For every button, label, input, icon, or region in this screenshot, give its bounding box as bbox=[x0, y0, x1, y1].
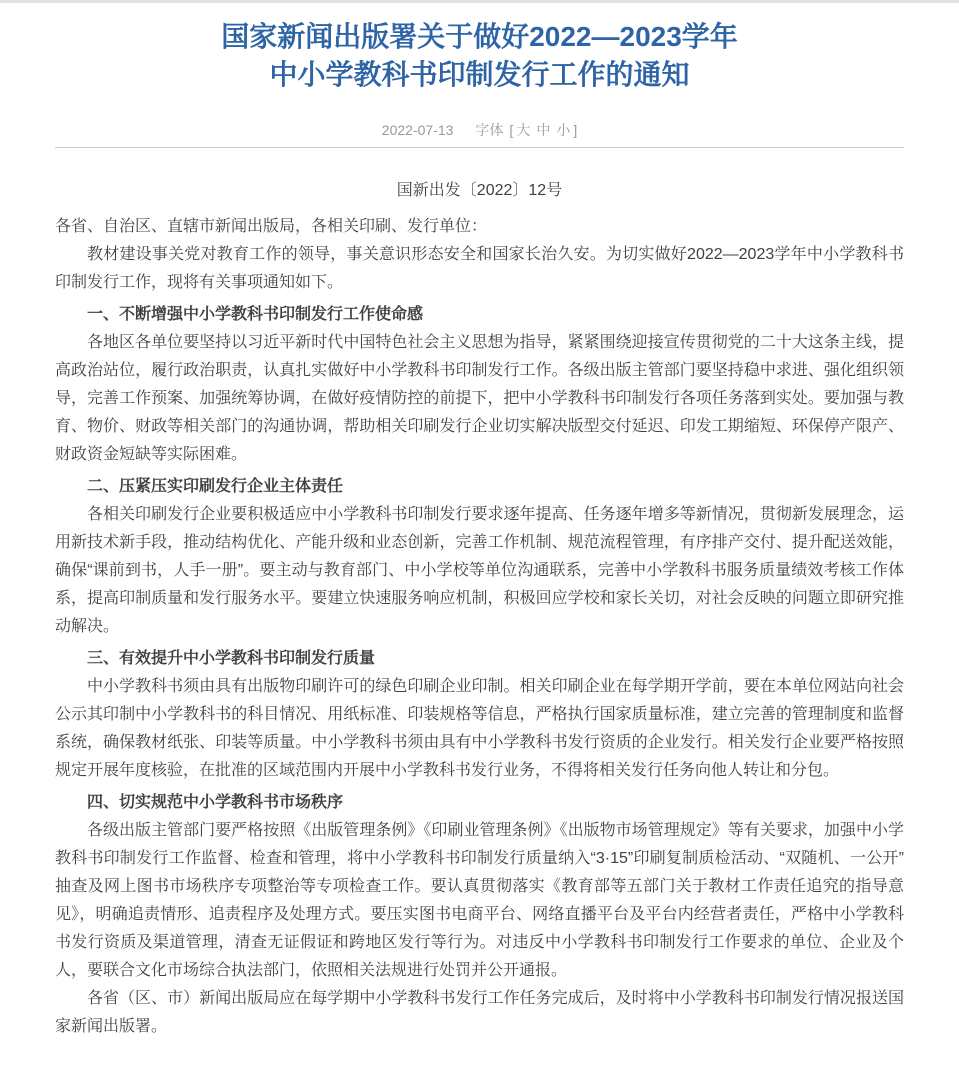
section-3-paragraph: 中小学教科书须由具有出版物印刷许可的绿色印刷企业印制。相关印刷企业在每学期开学前，要在本单位网站向社会公示其印制中小学教科书的科目情况、用纸标准、印装规格等信息，严格执行国家质量标准，建立完善的管理制度和监督系统，确保教材纸张、印装等质量。中小学教科书须由具有中小学教科书发行资质的企业发行。相关发行企业要严格按照规定开展年度核验，在批准的区域范围内开展中小学教科书发行业务，不得将相关发行任务向他人转让和分包。 bbox=[55, 678, 904, 779]
closing-paragraph: 各省（区、市）新闻出版局应在每学期中小学教科书发行工作任务完成后，及时将中小学教科书印制发行情况报送国家新闻出版署。 bbox=[55, 990, 904, 1035]
bottom-whitespace bbox=[55, 1041, 904, 1067]
document-number: 国新出发〔2022〕12号 bbox=[396, 182, 563, 199]
font-size-large-link[interactable]: 大 bbox=[516, 122, 531, 138]
publish-date: 2022-07-13 bbox=[381, 122, 454, 138]
page-title bbox=[55, 18, 904, 94]
document-body bbox=[55, 213, 904, 1041]
section-4-heading: 四、切实规范中小学教科书市场秩序 bbox=[87, 794, 344, 811]
meta-line bbox=[55, 122, 904, 138]
font-size-medium-link[interactable]: 中 bbox=[536, 122, 551, 138]
section-2-paragraph: 各相关印刷发行企业要积极适应中小学教科书印制发行要求逐年提高、任务逐年增多等新情况，贯彻新发展理念，运用新技术新手段，推动结构优化、产能升级和业态创新，完善工作机制、规范流程管理，有序排产交付、提升配送效能，确保“课前到书，人手一册”。要主动与教育部门、中小学校等单位沟通联系，完善中小学教科书服务质量绩效考核工作体系，提高印制质量和发行服务水平。要建立快速服务响应机制，积极回应学校和家长关切，对社会反映的问题立即研究推动解决。 bbox=[55, 506, 904, 635]
section-2-heading: 二、压紧压实印刷发行企业主体责任 bbox=[87, 478, 344, 495]
section-4-paragraph: 各级出版主管部门要严格按照《出版管理条例》《印刷业管理条例》《出版物市场管理规定》等有关要求，加强中小学教科书印制发行工作监督、检查和管理，将中小学教科书印制发行质量纳入“3·15”印刷复制质检活动、“双随机、一公开”抽查及网上图书市场秩序专项整治等专项检查工作。要认真贯彻落实《教育部等五部门关于教材工作责任追究的指导意见》，明确追责情形、追责程序及处理方式。要压实图书电商平台、网络直播平台及平台内经营者责任，严格中小学教科书发行资质及渠道管理，清查无证假证和跨地区发行等行为。对违反中小学教科书印制发行工作要求的单位、企业及个人，要联合文化市场综合执法部门，依照相关法规进行处罚并公开通报。 bbox=[55, 822, 904, 979]
salutation: 各省、自治区、直辖市新闻出版局，各相关印刷、发行单位： bbox=[55, 218, 488, 235]
article-page bbox=[0, 18, 959, 1067]
page-title-line-2: 中小学教科书印制发行工作的通知 bbox=[269, 59, 690, 90]
intro-paragraph: 教材建设事关党对教育工作的领导，事关意识形态安全和国家长治久安。为切实做好2022—2023学年中小学教科书印制发行工作，现将有关事项通知如下。 bbox=[55, 246, 904, 291]
section-3-heading: 三、有效提升中小学教科书印制发行质量 bbox=[87, 650, 376, 667]
section-1-paragraph: 各地区各单位要坚持以习近平新时代中国特色社会主义思想为指导，紧紧围绕迎接宣传贯彻党的二十大这条主线，提高政治站位，履行政治职责，认真扎实做好中小学教科书印制发行工作。各级出版主管部门要坚持稳中求进、强化组织领导，完善工作预案、加强统筹协调，在做好疫情防控的前提下，把中小学教科书印制发行各项任务落到实处。要加强与教育、物价、财政等相关部门的沟通协调，帮助相关印刷发行企业切实解决版型交付延迟、印发工期缩短、环保停产限产、财政资金短缺等实际困难。 bbox=[55, 334, 904, 463]
header-divider bbox=[55, 147, 904, 148]
font-size-small-link[interactable]: 小 bbox=[556, 122, 571, 138]
font-size-close-bracket: ] bbox=[573, 122, 578, 138]
page-title-line-1: 国家新闻出版署关于做好2022—2023学年 bbox=[221, 21, 738, 52]
font-size-open-bracket: [ bbox=[509, 122, 514, 138]
font-size-label: 字体 bbox=[475, 122, 504, 138]
top-border bbox=[0, 0, 959, 3]
section-1-heading: 一、不断增强中小学教科书印制发行工作使命感 bbox=[87, 306, 424, 323]
